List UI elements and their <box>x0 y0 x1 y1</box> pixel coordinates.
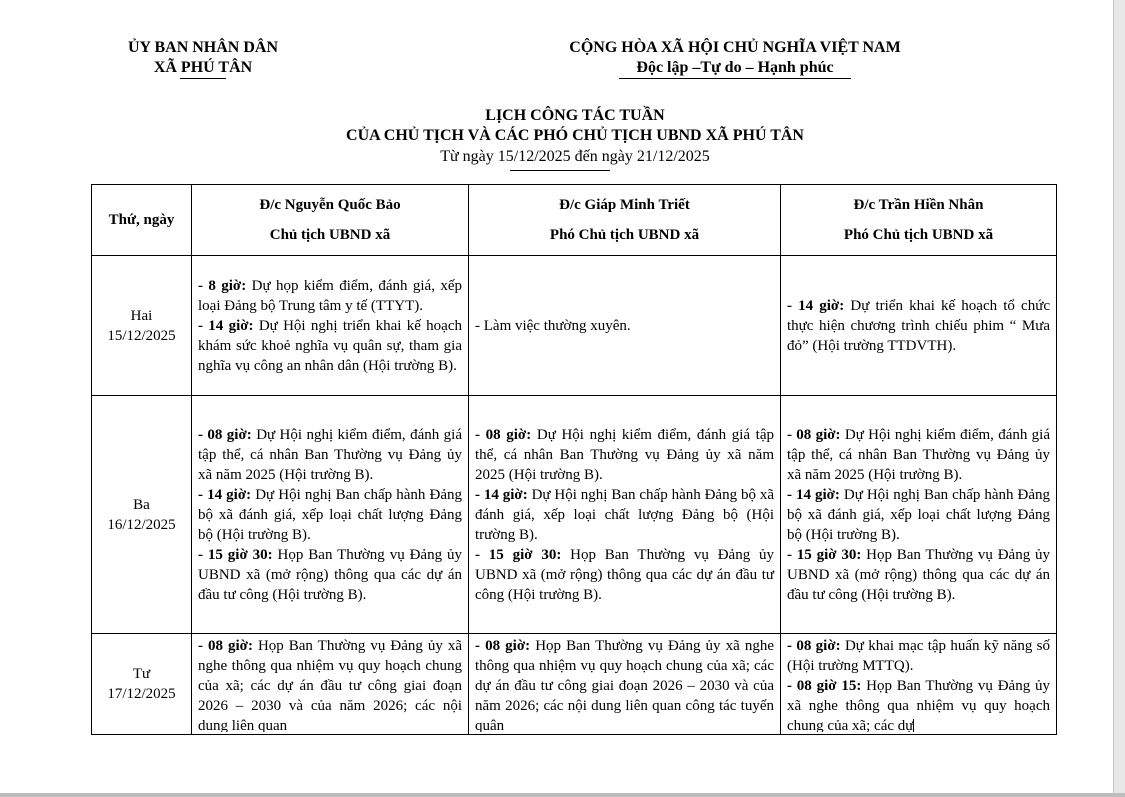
activity-item: - 08 giờ: Họp Ban Thường vụ Đảng ủy xã nghe thông qua nhiệm vụ quy hoạch chung của xã; các dự án đầu tư công giai đoạn 2026 – 2030 và của năm 2026; các nội dung liên quan công tác tuyển quân <box>475 638 774 732</box>
doc-title: LỊCH CÔNG TÁC TUẦN <box>485 107 665 124</box>
day-name: Ba <box>133 496 150 513</box>
activity-item: - 08 giờ: Dự Hội nghị kiểm điểm, đánh giá tập thể, cá nhân Ban Thường vụ Đảng ủy xã năm 2025 (Hội trường B). <box>475 426 774 483</box>
activity-cell <box>781 396 1057 634</box>
person-name: Đ/c Giáp Minh Triết <box>559 197 690 213</box>
nation-line2: Độc lập –Tự do – Hạnh phúc <box>636 59 834 76</box>
table-row <box>92 256 1057 396</box>
activity-item: - Làm việc thường xuyên. <box>475 317 631 334</box>
motto-underline <box>619 78 851 79</box>
header-day: Thứ, ngày <box>92 185 192 256</box>
vertical-scrollbar[interactable] <box>1113 0 1125 797</box>
person-role: Phó Chủ tịch UBND xã <box>549 227 700 243</box>
activity-cell <box>192 634 469 735</box>
activity-cell <box>781 256 1057 396</box>
header-person-2 <box>469 185 781 256</box>
day-name: Tư <box>132 666 151 682</box>
date-range-text: Từ ngày 15/12/2025 đến ngày 21/12/2025 <box>440 148 710 165</box>
org-line2: XÃ PHÚ TÂN <box>153 59 253 76</box>
day-cell <box>92 256 192 396</box>
issuing-authority <box>112 38 294 79</box>
doc-subtitle: CỦA CHỦ TỊCH VÀ CÁC PHÓ CHỦ TỊCH UBND XÃ PHÚ TÂN <box>346 127 804 144</box>
activity-item: - 08 giờ: Dự Hội nghị kiểm điểm, đánh giá tập thể, cá nhân Ban Thường vụ Đảng ủy xã năm 2025 (Hội trường B). <box>787 426 1050 483</box>
text-cursor <box>913 719 914 732</box>
activity-item: - 14 giờ: Dự Hội nghị triển khai kế hoạch khám sức khoẻ nghĩa vụ quân sự, tham gia nghĩa vụ công an nhân dân (Hội trường B). <box>198 317 462 374</box>
day-date: 15/12/2025 <box>107 327 176 344</box>
day-cell <box>92 634 192 735</box>
title-underline <box>510 170 610 171</box>
activity-cell <box>469 634 781 735</box>
person-name: Đ/c Trần Hiền Nhân <box>853 197 984 213</box>
activity-cell <box>192 256 469 396</box>
day-date: 17/12/2025 <box>107 686 176 702</box>
header-person-1 <box>192 185 469 256</box>
person-name: Đ/c Nguyễn Quốc Bảo <box>259 197 401 213</box>
activity-item: - 08 giờ 15: Họp Ban Thường vụ Đảng ủy xã nghe thông qua nhiệm vụ quy hoạch chung của xã; các dự <box>787 676 1050 732</box>
activity-clip <box>475 636 774 732</box>
org-line1: ỦY BAN NHÂN DÂN <box>127 39 279 56</box>
day-date: 16/12/2025 <box>107 516 176 533</box>
activity-item: - 14 giờ: Dự triển khai kế hoạch tổ chức thực hiện chương trình chiếu phim “ Mưa đỏ” (Hội trường TTDVTH). <box>787 297 1050 354</box>
activity-clip <box>787 636 1050 732</box>
activity-item: - 8 giờ: Dự họp kiểm điểm, đánh giá, xếp loại Đảng bộ Trung tâm y tế (TTYT). <box>198 277 462 314</box>
table-header-row <box>92 185 1057 256</box>
activity-cell <box>781 634 1057 735</box>
activity-cell <box>469 396 781 634</box>
activity-item: - 15 giờ 30: Họp Ban Thường vụ Đảng ủy UBND xã (mở rộng) thông qua các dự án đầu tư công (Hội trường B). <box>787 546 1050 603</box>
activity-clip <box>198 636 462 732</box>
day-name: Hai <box>130 307 153 324</box>
activity-cell <box>192 396 469 634</box>
schedule-table <box>91 184 1057 735</box>
person-role: Chủ tịch UBND xã <box>269 227 391 243</box>
activity-item: - 14 giờ: Dự Hội nghị Ban chấp hành Đảng bộ xã đánh giá, xếp loại chất lượng Đảng bộ (Hội trường B). <box>198 486 462 543</box>
activity-item: - 15 giờ 30: Họp Ban Thường vụ Đảng ủy UBND xã (mở rộng) thông qua các dự án đầu tư công (Hội trường B). <box>475 546 774 603</box>
table-row <box>92 634 1057 735</box>
national-motto <box>520 38 950 79</box>
nation-line1: CỘNG HÒA XÃ HỘI CHỦ NGHĨA VIỆT NAM <box>569 39 901 56</box>
activity-item: - 15 giờ 30: Họp Ban Thường vụ Đảng ủy UBND xã (mở rộng) thông qua các dự án đầu tư công (Hội trường B). <box>198 546 462 603</box>
person-role: Phó Chủ tịch UBND xã <box>843 227 994 243</box>
doc-date-range <box>0 147 1114 167</box>
activity-item: - 08 giờ: Họp Ban Thường vụ Đảng ủy xã nghe thông qua nhiệm vụ quy hoạch chung của xã; các dự án đầu tư công giai đoạn 2026 – 2030 và của năm 2026; các nội dung liên quan <box>198 638 462 732</box>
horizontal-scrollbar[interactable] <box>0 793 1125 797</box>
header-person-3 <box>781 185 1057 256</box>
activity-cell <box>469 256 781 396</box>
activity-item: - 14 giờ: Dự Hội nghị Ban chấp hành Đảng bộ xã đánh giá, xếp loại chất lượng Đảng bộ (Hội trường B). <box>475 486 774 543</box>
org-underline <box>180 78 226 79</box>
day-cell <box>92 396 192 634</box>
table-row <box>92 396 1057 634</box>
activity-item: - 14 giờ: Dự Hội nghị Ban chấp hành Đảng bộ xã đánh giá, xếp loại chất lượng Đảng bộ (Hội trường B). <box>787 486 1050 543</box>
activity-item: - 08 giờ: Dự Hội nghị kiểm điểm, đánh giá tập thể, cá nhân Ban Thường vụ Đảng ủy xã năm 2025 (Hội trường B). <box>198 426 462 483</box>
activity-item: - 08 giờ: Dự khai mạc tập huấn kỹ năng số (Hội trường MTTQ). <box>787 638 1050 674</box>
